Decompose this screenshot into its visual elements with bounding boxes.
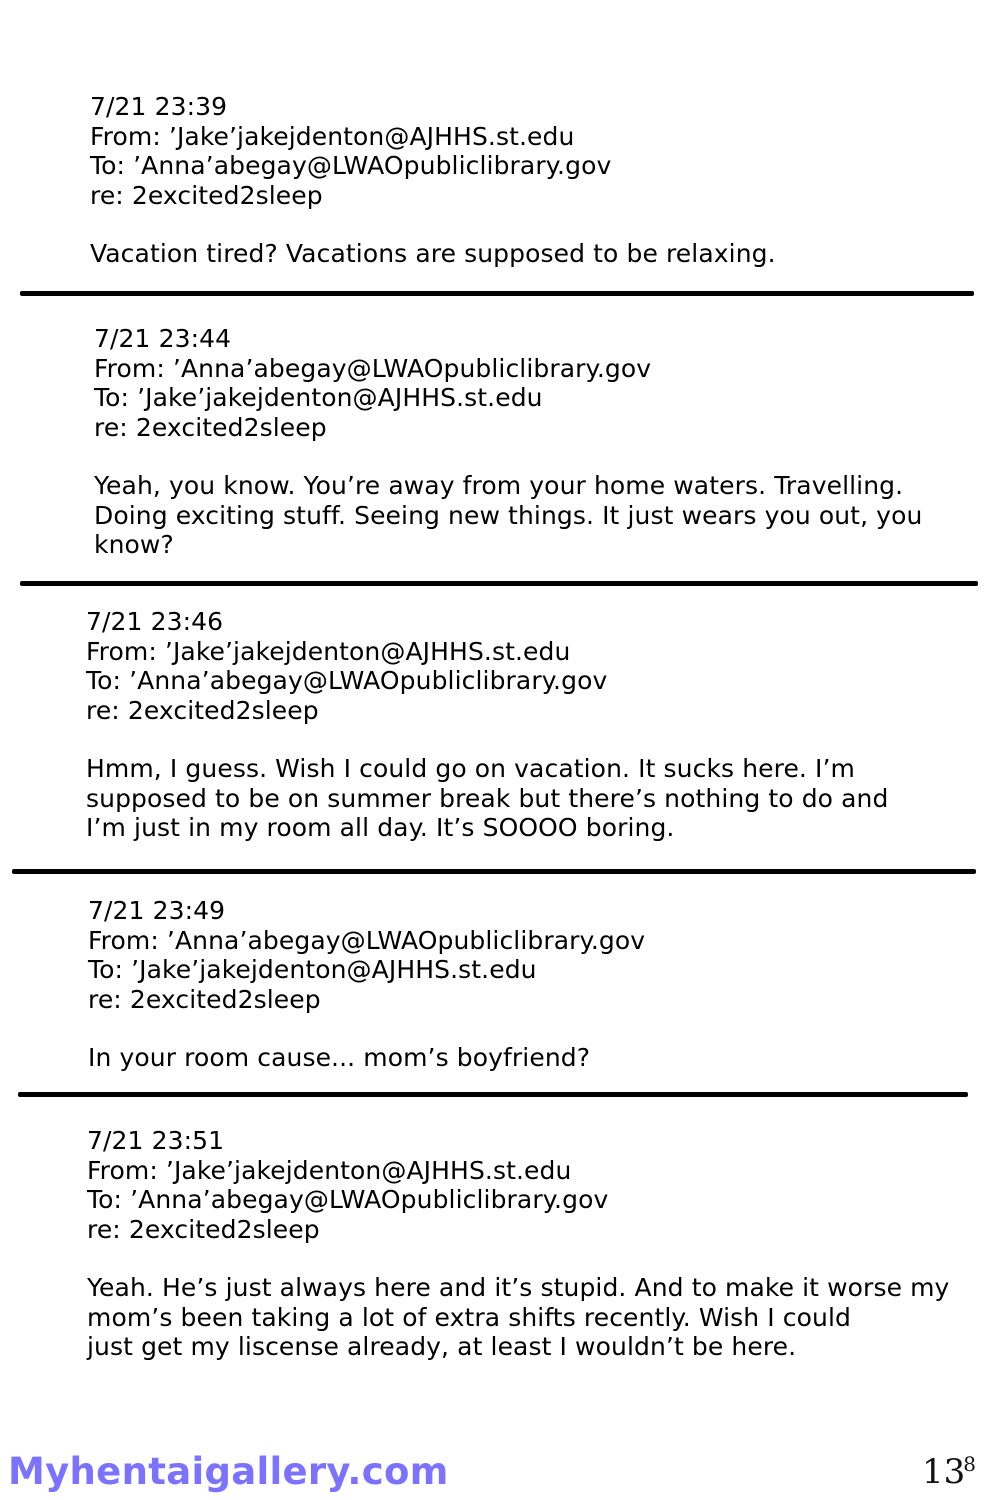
email-body-line: mom’s been taking a lot of extra shifts recently. Wish I could bbox=[87, 1302, 851, 1332]
email-body-line: I’m just in my room all day. It’s SOOOO boring. bbox=[86, 813, 675, 842]
divider bbox=[18, 1092, 968, 1097]
email-body-line: Vacation tired? Vacations are supposed to be relaxing. bbox=[90, 239, 776, 268]
email-body bbox=[86, 754, 888, 843]
page-number-main: 13 bbox=[922, 1452, 966, 1492]
email-to: To: ’Anna’abegay@LWAOpubliclibrary.gov bbox=[90, 151, 612, 180]
email-date: 7/21 23:49 bbox=[88, 896, 226, 925]
divider bbox=[20, 581, 978, 586]
email-from: From: ’Anna’abegay@LWAOpubliclibrary.gov bbox=[88, 925, 646, 955]
email-body-line: In your room cause... mom’s boyfriend? bbox=[88, 1043, 591, 1072]
email-body bbox=[90, 239, 776, 269]
email-from: From: ’Anna’abegay@LWAOpubliclibrary.gov bbox=[94, 353, 652, 383]
email-from: From: ’Jake’jakejdenton@AJHHS.st.edu bbox=[86, 636, 571, 666]
email-message bbox=[94, 324, 922, 560]
watermark: Myhentaigallery.com bbox=[8, 1450, 449, 1493]
page-number bbox=[922, 1452, 976, 1492]
email-body-line: Yeah, you know. You’re away from your home waters. Travelling. bbox=[94, 471, 904, 500]
email-body-line: just get my liscense already, at least I wouldn’t be here. bbox=[87, 1332, 797, 1361]
email-subject: re: 2excited2sleep bbox=[86, 695, 319, 725]
email-to: To: ’Anna’abegay@LWAOpubliclibrary.gov bbox=[87, 1185, 609, 1214]
email-message bbox=[88, 896, 645, 1073]
email-from: From: ’Jake’jakejdenton@AJHHS.st.edu bbox=[87, 1155, 572, 1185]
email-message bbox=[90, 92, 776, 269]
email-date: 7/21 23:51 bbox=[87, 1126, 225, 1155]
email-to: To: ’Jake’jakejdenton@AJHHS.st.edu bbox=[94, 383, 543, 412]
email-body-line: Hmm, I guess. Wish I could go on vacation. It sucks here. I’m bbox=[86, 754, 856, 783]
email-body bbox=[88, 1043, 645, 1073]
email-subject: re: 2excited2sleep bbox=[94, 412, 327, 442]
divider bbox=[12, 869, 976, 874]
email-date: 7/21 23:46 bbox=[86, 607, 224, 636]
page-number-superscript: 8 bbox=[963, 1452, 976, 1476]
email-subject: re: 2excited2sleep bbox=[90, 180, 323, 210]
email-body-line: Yeah. He’s just always here and it’s stupid. And to make it worse my bbox=[87, 1273, 950, 1302]
email-from: From: ’Jake’jakejdenton@AJHHS.st.edu bbox=[90, 121, 575, 151]
email-subject: re: 2excited2sleep bbox=[88, 984, 321, 1014]
email-body-line: supposed to be on summer break but there’s nothing to do and bbox=[86, 783, 889, 813]
email-to: To: ’Jake’jakejdenton@AJHHS.st.edu bbox=[88, 955, 537, 984]
divider bbox=[20, 291, 974, 296]
email-body bbox=[87, 1273, 949, 1362]
email-date: 7/21 23:44 bbox=[94, 324, 232, 353]
email-subject: re: 2excited2sleep bbox=[87, 1214, 320, 1244]
email-message bbox=[86, 607, 888, 843]
email-message bbox=[87, 1126, 949, 1362]
email-body bbox=[94, 471, 922, 560]
email-to: To: ’Anna’abegay@LWAOpubliclibrary.gov bbox=[86, 666, 608, 695]
email-body-line: know? bbox=[94, 530, 174, 559]
email-body-line: Doing exciting stuff. Seeing new things. It just wears you out, you bbox=[94, 500, 923, 530]
email-date: 7/21 23:39 bbox=[90, 92, 228, 121]
